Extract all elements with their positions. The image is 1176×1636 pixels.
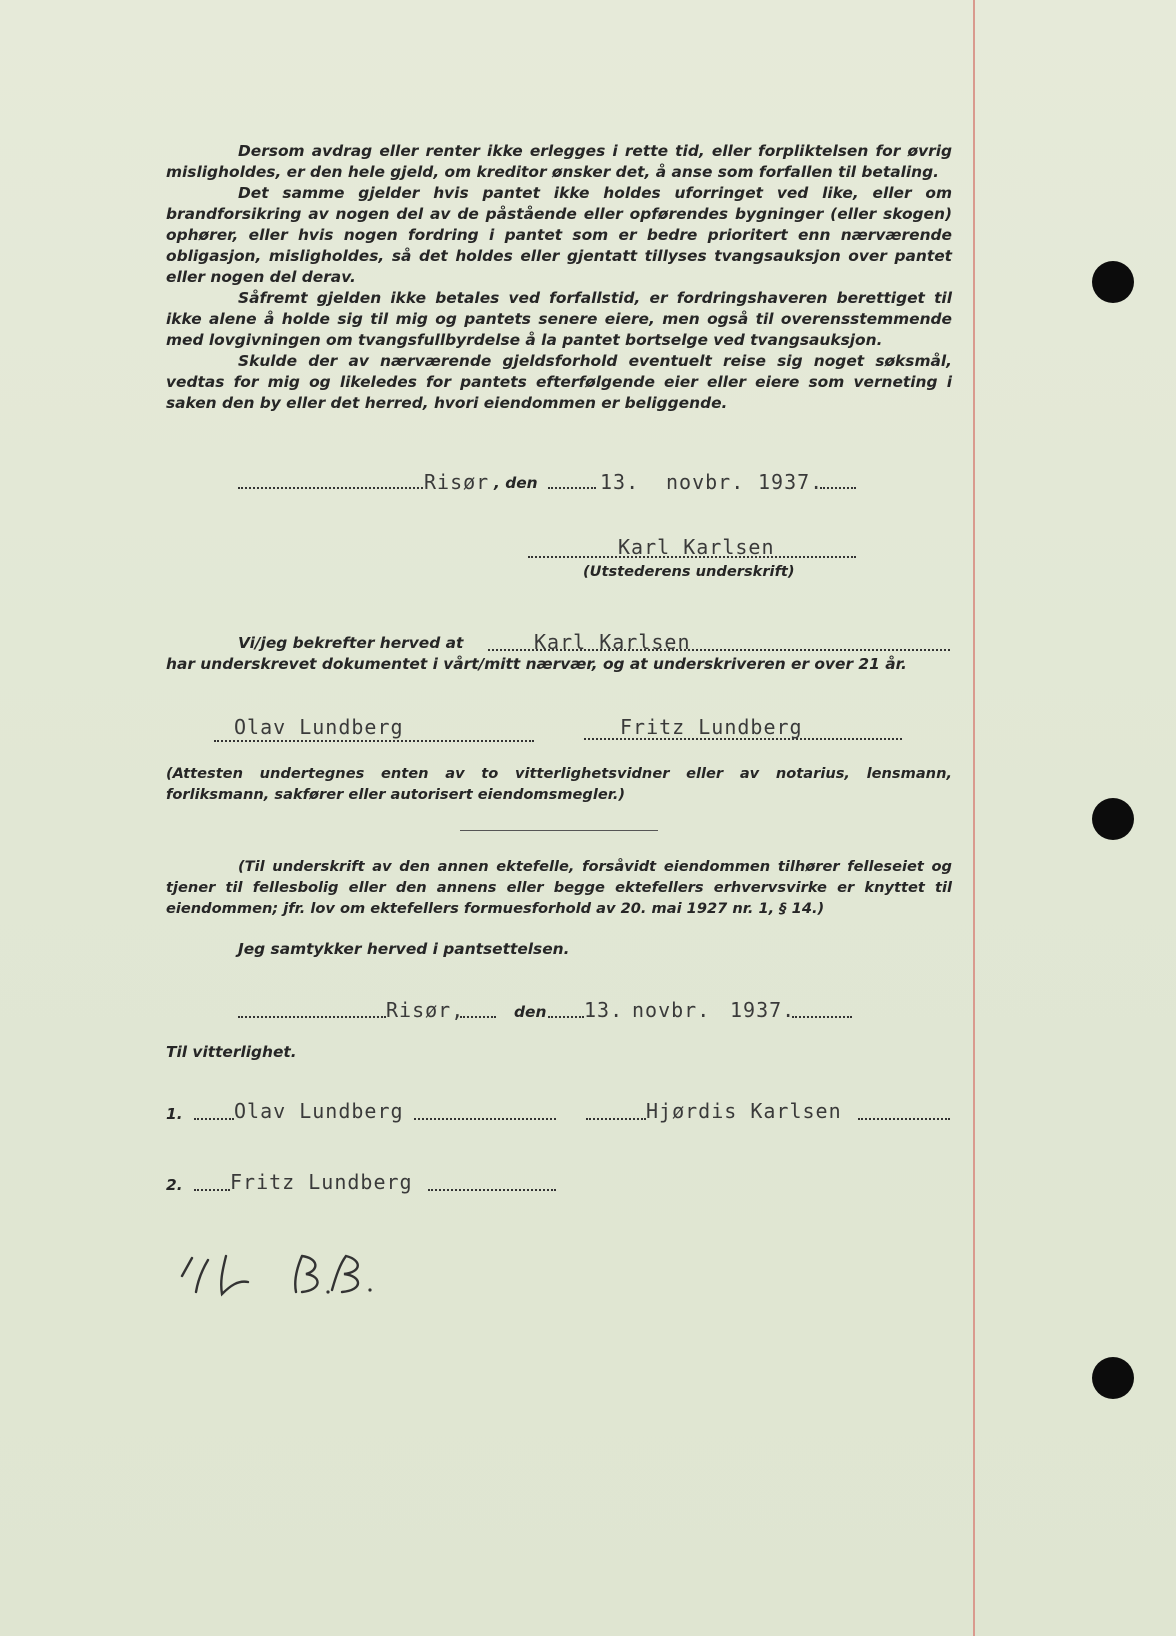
dotted-line [194, 1189, 230, 1191]
year-value: 1937. [730, 998, 796, 1022]
dotted-line [548, 487, 596, 489]
witness-right-signature: Fritz Lundberg [620, 715, 803, 739]
terms-paragraphs [166, 141, 952, 414]
dotted-line [792, 1016, 852, 1018]
issuer-caption: (Utstederens underskrift) [583, 563, 795, 580]
witness-left-signature: Olav Lundberg [234, 715, 404, 739]
day-value: 13. [600, 470, 640, 494]
place-value: Risør, [386, 998, 465, 1022]
attest-note: (Attesten undertegnes enten av to vitterlighetsvidner eller av notarius, lensmann, forliksmann, sakfører eller autorisert eiendomsmegler.) [166, 765, 952, 803]
confirmed-name: Karl Karlsen [534, 630, 691, 654]
year-value: 1937. [758, 470, 824, 494]
signature-line [214, 740, 534, 742]
til-vitterlighet-label: Til vitterlighet. [166, 1043, 297, 1061]
signature-line [528, 556, 856, 558]
dotted-line [858, 1118, 950, 1120]
punch-hole [1092, 1357, 1134, 1399]
dotted-line [820, 487, 856, 489]
witness-1-signature: Olav Lundberg [234, 1099, 404, 1123]
month-value: novbr. [632, 998, 711, 1022]
consent-text: Jeg samtykker herved i pantsettelsen. [238, 940, 570, 958]
paragraph: Såfremt gjelden ikke betales ved forfallstid, er fordringshaveren berettiget til ikke alene å holde sig til mig og pantets senere eiere, men også til overensstemmende med lovgivningen om tvangsfullbyrdelse å la pantet bortselge ved tvangsauksjon. [166, 289, 952, 349]
punch-hole [1092, 261, 1134, 303]
punch-hole [1092, 798, 1134, 840]
witness-row-number: 2. [166, 1176, 183, 1194]
den-label: , den [494, 474, 538, 492]
signature-line [584, 738, 902, 740]
paragraph: Dersom avdrag eller renter ikke erlegges i rette tid, eller forpliktelsen for øvrig misligholdes, er den hele gjeld, om kreditor ønsker det, å anse som forfallen til betaling. [166, 142, 952, 181]
dotted-line [428, 1189, 556, 1191]
paragraph: Det samme gjelder hvis pantet ikke holdes uforringet ved like, eller om brandforsikring av nogen del av de påstående eller opførendes bygninger (eller skogen) ophører, eller hvis nogen fordring i pantet som er bedre prioritert enn nærværende obligasjon, misligholdes, så det holdes eller gjentatt tillyses tvangsauksjon over pantet eller nogen del derav. [166, 184, 952, 286]
dotted-line [460, 1016, 496, 1018]
dotted-line [238, 487, 423, 489]
witness-row-number: 1. [166, 1105, 183, 1123]
handwritten-initials [178, 1246, 388, 1306]
dotted-line [586, 1118, 646, 1120]
place-value: Risør [424, 470, 490, 494]
dotted-line [194, 1118, 234, 1120]
issuer-signature: Karl Karlsen [618, 535, 775, 559]
margin-line [973, 0, 975, 1636]
divider [460, 830, 658, 831]
dotted-line [238, 1016, 386, 1018]
dotted-line [548, 1016, 584, 1018]
den-label: den [514, 1003, 547, 1021]
paragraph: Skulde der av nærværende gjeldsforhold eventuelt reise sig noget søksmål, vedtas for mig og likeledes for pantets efterfølgende eier eller eiere som verneting i saken den by eller det herred, hvori eiendommen er beliggende. [166, 352, 952, 412]
witness-1b-signature: Hjørdis Karlsen [646, 1099, 842, 1123]
confirm-lead: Vi/jeg bekrefter herved at [238, 634, 464, 652]
confirm-text: har underskrevet dokumentet i vårt/mitt nærvær, og at underskriveren er over 21 år. [166, 655, 907, 673]
dotted-line [414, 1118, 556, 1120]
day-value: 13. [584, 998, 624, 1022]
month-value: novbr. [666, 470, 745, 494]
witness-2-signature: Fritz Lundberg [230, 1170, 413, 1194]
spouse-note: (Til underskrift av den annen ektefelle, forsåvidt eiendommen tilhører felleseiet og tjener til fellesbolig eller den annens eller begge ektefellers erhvervsvirke er knyttet til eiendommen; jfr. lov om ektefellers formuesforhold av 20. mai 1927 nr. 1, § 14.) [166, 858, 952, 917]
